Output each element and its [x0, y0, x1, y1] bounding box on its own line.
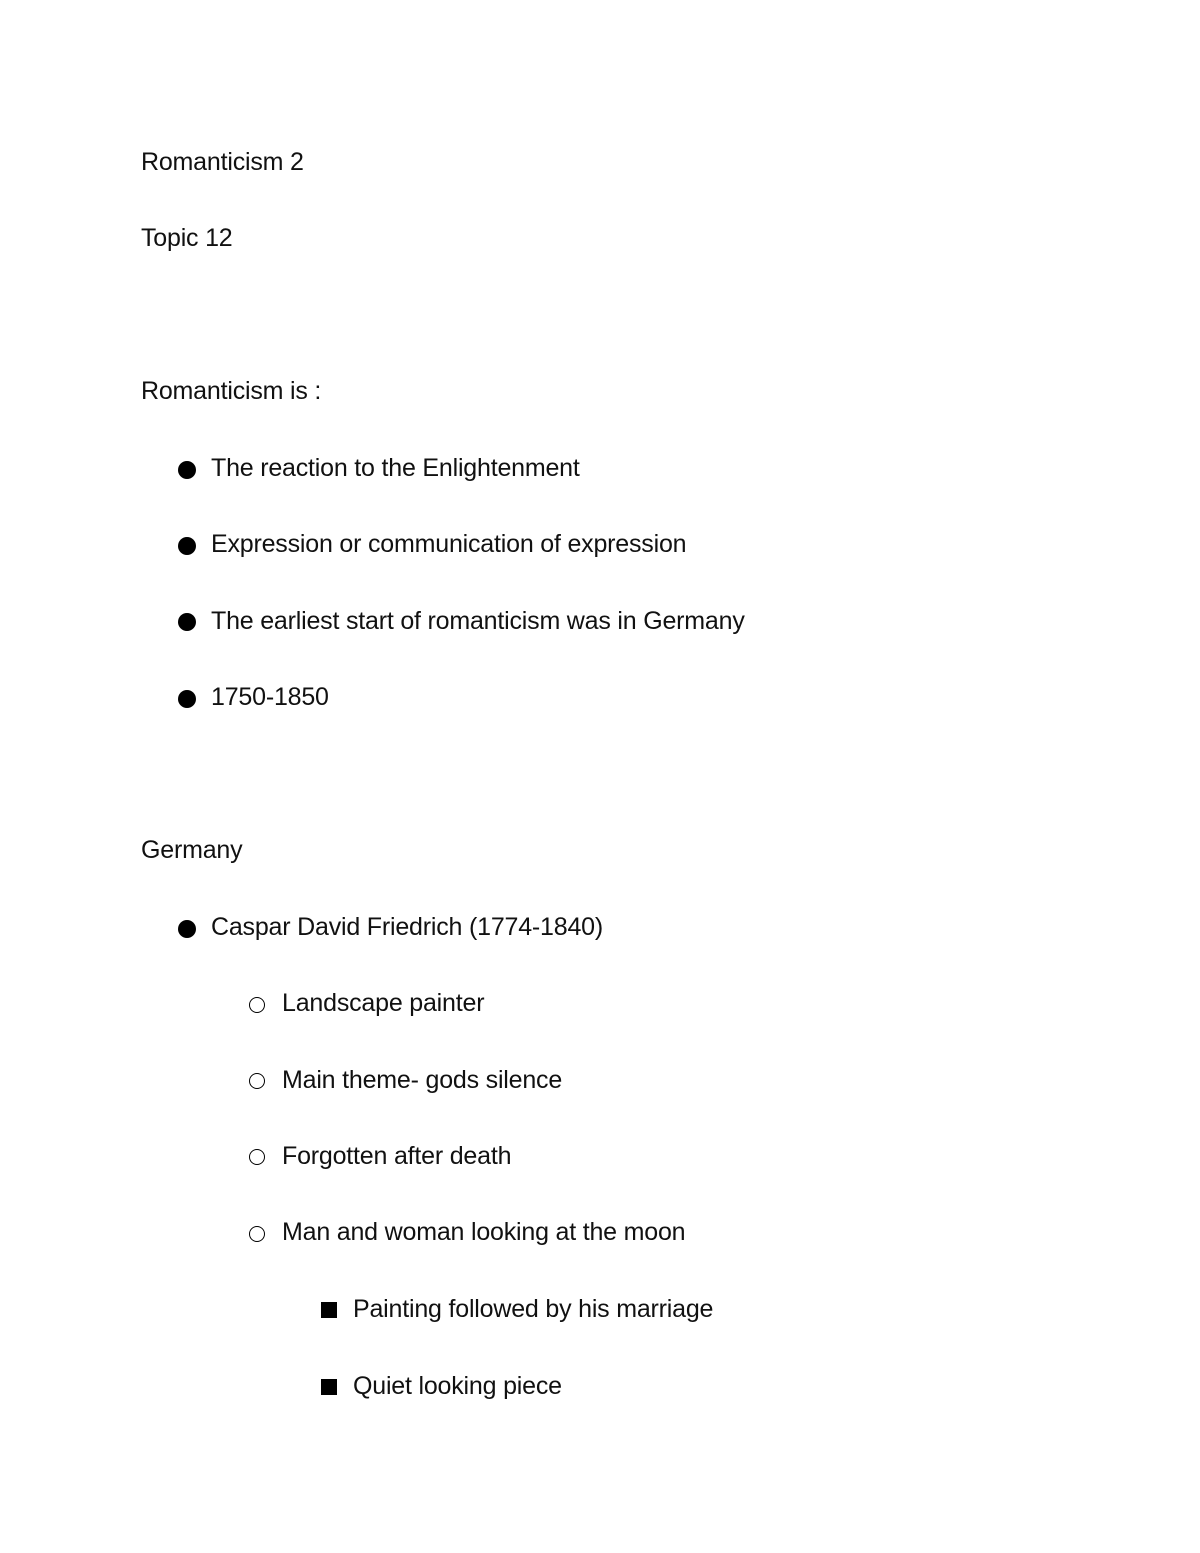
sub-list-item: Landscape painter: [282, 989, 485, 1017]
bullet-disc-icon: [178, 461, 196, 479]
bullet-disc-icon: [178, 537, 196, 555]
bullet-circle-icon: [249, 1226, 265, 1242]
list-item: The earliest start of romanticism was in Germany: [211, 607, 745, 635]
bullet-circle-icon: [249, 1073, 265, 1089]
sub-sub-list-item: Painting followed by his marriage: [353, 1295, 714, 1323]
sub-list-item: Man and woman looking at the moon: [282, 1218, 686, 1246]
bullet-disc-icon: [178, 690, 196, 708]
bullet-square-icon: [321, 1302, 337, 1318]
bullet-square-icon: [321, 1379, 337, 1395]
topic-label: Topic 12: [141, 224, 233, 252]
bullet-circle-icon: [249, 1149, 265, 1165]
section-heading: Germany: [141, 836, 243, 864]
sub-list-item: Main theme- gods silence: [282, 1066, 563, 1094]
list-item: Caspar David Friedrich (1774-1840): [211, 913, 603, 941]
list-item: Expression or communication of expression: [211, 530, 687, 558]
bullet-circle-icon: [249, 997, 265, 1013]
section-heading: Romanticism is :: [141, 377, 322, 405]
document-title: Romanticism 2: [141, 148, 304, 176]
bullet-disc-icon: [178, 920, 196, 938]
bullet-disc-icon: [178, 613, 196, 631]
sub-sub-list-item: Quiet looking piece: [353, 1372, 562, 1400]
sub-list-item: Forgotten after death: [282, 1142, 512, 1170]
list-item: The reaction to the Enlightenment: [211, 454, 580, 482]
list-item: 1750-1850: [211, 683, 329, 711]
